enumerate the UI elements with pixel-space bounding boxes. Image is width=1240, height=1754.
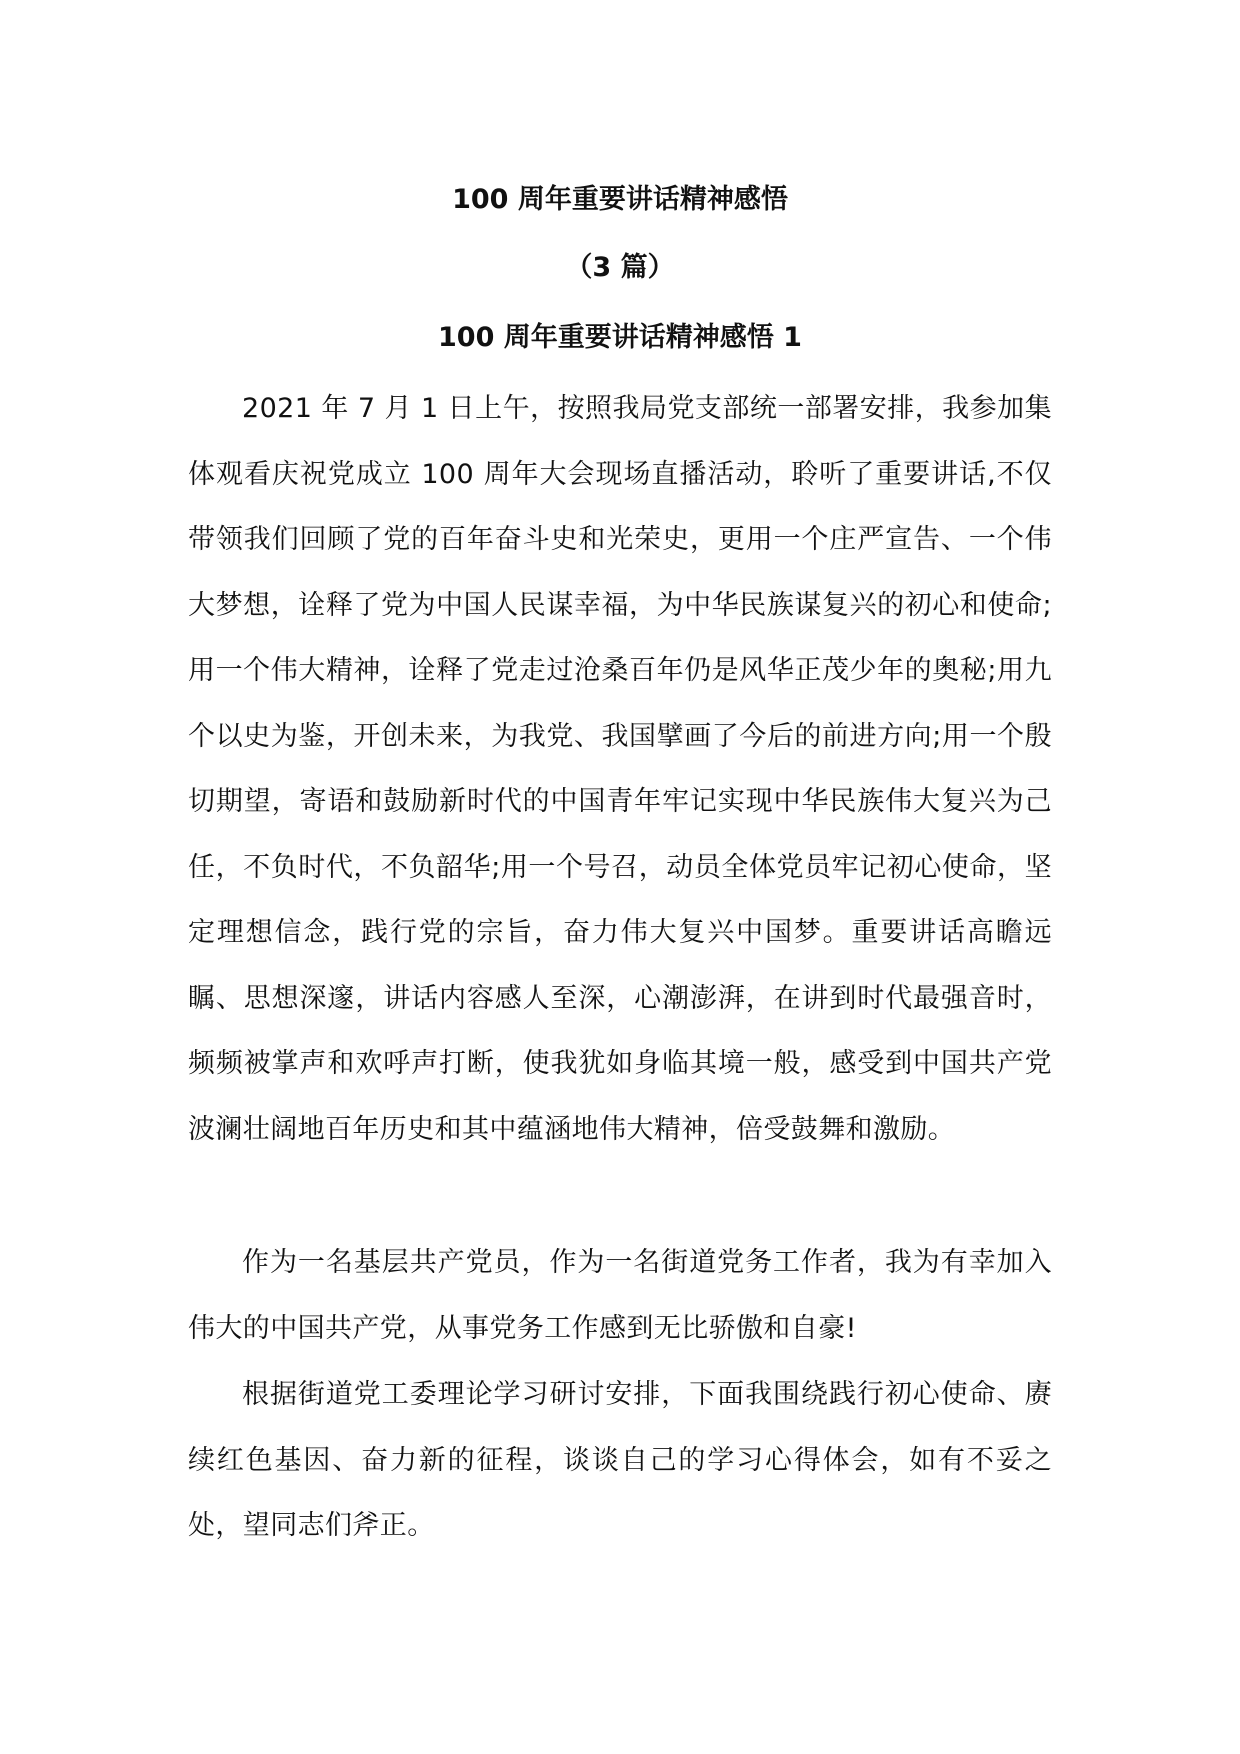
body-paragraph-2: 作为一名基层共产党员，作为一名街道党务工作者，我为有幸加入伟大的中国共产党，从事党务工作感到无比骄傲和自豪! bbox=[188, 1247, 1052, 1344]
document-subtitle: （3 篇） bbox=[565, 252, 675, 283]
section-heading: 100 周年重要讲话精神感悟 1 bbox=[438, 322, 802, 353]
document-title: 100 周年重要讲话精神感悟 bbox=[452, 184, 788, 215]
body-paragraph-1: 2021 年 7 月 1 日上午，按照我局党支部统一部署安排，我参加集体观看庆祝党成立 100 周年大会现场直播活动，聆听了重要讲话,不仅带领我们回顾了党的百年奋斗史和光荣史，更用一个庄严宣告、一个伟大梦想，诠释了党为中国人民谋幸福，为中华民族谋复兴的初心和使命;用一个伟大精神，诠释了党走过沧桑百年仍是风华正茂少年的奥秘;用九个以史为鉴，开创未来，为我党、我国擘画了今后的前进方向;用一个殷切期望，寄语和鼓励新时代的中国青年牢记实现中华民族伟大复兴为己任，不负时代，不负韶华;用一个号召，动员全体党员牢记初心使命，坚定理想信念，践行党的宗旨，奋力伟大复兴中国梦。重要讲话高瞻远瞩、思想深邃，讲话内容感人至深，心潮澎湃，在讲到时代最强音时，频频被掌声和欢呼声打断，使我犹如身临其境一般，感受到中国共产党波澜壮阔地百年历史和其中蕴涵地伟大精神，倍受鼓舞和激励。 bbox=[188, 393, 1052, 1145]
body-paragraph-3: 根据街道党工委理论学习研讨安排，下面我围绕践行初心使命、赓续红色基因、奋力新的征程，谈谈自己的学习心得体会，如有不妥之处，望同志们斧正。 bbox=[188, 1379, 1052, 1541]
